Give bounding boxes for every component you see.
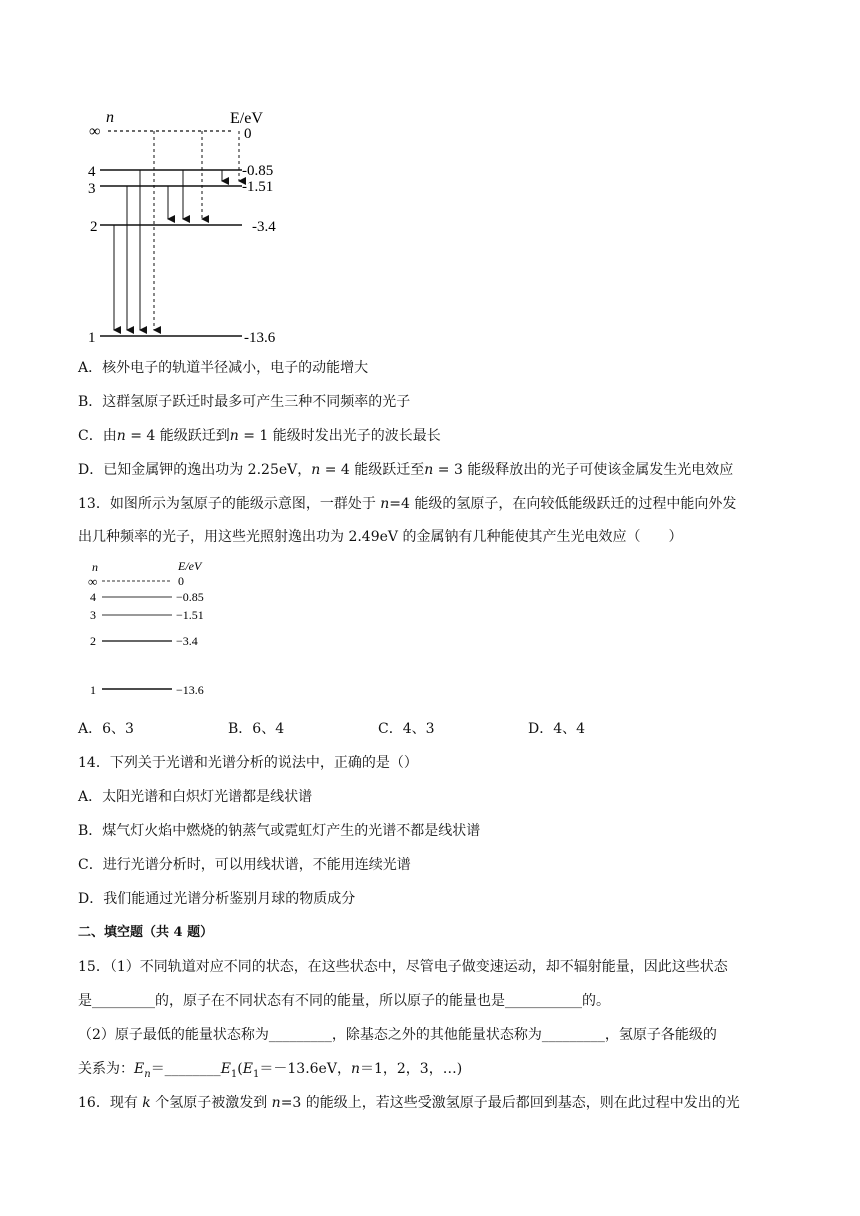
text: = 1 能级时发出光子的波长最长 [238,428,441,444]
option-d [78,460,733,480]
q15-line2: 是_________的，原子在不同状态有不同的能量，所以原子的能量也是___________的。 [78,993,610,1009]
subscript: n [144,1068,151,1080]
option-a: A．核外电子的轨道半径减小，电子的动能增大 [78,360,369,376]
text: =3 的能级上，若这些受激氢原子最后都回到基态，则在此过程中发出的光 [280,1095,740,1111]
q13-option-a: A．6、3 [78,721,134,737]
text: 13．如图所示为氢原子的能级示意图，一群处于 [78,496,381,512]
text: ＝________ [150,1061,221,1077]
q14-option-b: B．煤气灯火焰中燃烧的钠蒸气或霓虹灯产生的光谱不都是线状谱 [78,823,481,839]
q14-stem: 14．下列关于光谱和光谱分析的说法中，正确的是（） [78,755,418,771]
q15-line1: 15．（1）不同轨道对应不同的状态，在这些状态中，尽管电子做变速运动，却不辐射能量，因此这些状态 [78,959,728,975]
q13-stem-line2: 出几种频率的光子，用这些光照射逸出功为 2.49eV 的金属钠有几种能使其产生光电效应（ ） [78,529,683,545]
level-n-label: 1 [88,330,96,346]
math-var: n [271,1095,281,1111]
level-n-label: 4 [88,164,96,180]
level-energy-label: -0.85 [242,163,274,179]
n-axis-label: n [92,560,98,574]
energy-axis-label: E/eV [230,110,263,127]
text: 16．现有 [78,1095,143,1111]
level-n-label: 3 [90,608,96,622]
level-energy-label: 0 [244,126,252,142]
math-var: n [116,428,126,444]
level-n-label: ∞ [89,123,101,140]
level-n-label: 1 [90,683,96,697]
math-var: E [242,1061,253,1077]
level-n-label: 2 [90,634,96,648]
text: ( [237,1061,243,1077]
level-n-label: ∞ [88,574,98,589]
math-var: n [380,496,390,512]
level-energy-label: −3.4 [176,634,198,648]
text: D．已知金属钾的逸出功为 2.25eV， [78,462,312,478]
math-var: n [350,1061,360,1077]
level-energy-label: −13.6 [176,683,204,697]
q14-option-c: C．进行光谱分析时，可以用线状谱，不能用连续光谱 [78,857,411,873]
math-var: n [424,462,434,478]
level-energy-label: 0 [178,574,184,588]
level-energy-label: -13.6 [244,330,276,346]
math-var: E [134,1061,145,1077]
level-energy-label: -3.4 [252,219,276,235]
q16-line1 [78,1093,740,1113]
level-n-label: 4 [90,590,96,604]
level-energy-label: −0.85 [176,590,204,604]
text: = 3 能级释放出的光子可使该金属发生光电效应 [433,462,734,478]
energy-level-diagram-q13 [86,558,236,703]
text: C．由 [78,428,117,444]
q14-option-d: D．我们能通过光谱分析鉴别月球的物质成分 [78,891,356,907]
math-var: E [220,1061,231,1077]
q13-option-b: B．6、4 [228,721,285,737]
q13-option-c: C．4、3 [378,721,435,737]
level-n-label: 3 [88,181,96,197]
text: 个氢原子被激发到 [150,1095,272,1111]
math-var: k [142,1095,151,1111]
q13-option-d: D．4、4 [528,721,586,737]
text: =4 能级的氢原子，在向较低能级跃迁的过程中能向外发 [389,496,737,512]
energy-axis-label: E/eV [178,559,202,573]
section-heading: 二、填空题（共 4 题） [78,925,214,940]
subscript: 1 [253,1068,260,1080]
level-n-label: 2 [90,219,98,235]
level-energy-label: −1.51 [176,608,204,622]
option-b: B．这群氢原子跃迁时最多可产生三种不同频率的光子 [78,394,411,410]
q15-line4 [78,1059,462,1085]
subscript: 1 [230,1068,238,1080]
q15-line3: （2）原子最低的能量状态称为_________，除基态之外的其他能量状态称为_________，氢原子各能级的 [78,1027,717,1043]
n-axis-label: n [106,109,114,126]
text: ＝－13.6eV， [259,1061,351,1077]
text: = 4 能级跃迁到 [125,428,230,444]
level-energy-label: -1.51 [242,179,274,195]
text: = 4 能级跃迁至 [320,462,425,478]
energy-level-diagram-transitions [84,108,304,348]
text: 关系为： [78,1061,134,1077]
option-c [78,426,441,446]
math-var: n [311,462,321,478]
q14-option-a: A．太阳光谱和白炽灯光谱都是线状谱 [78,789,313,805]
text: ＝1，2，3，…) [359,1061,463,1077]
math-var: n [229,428,239,444]
q13-stem-line1 [78,494,736,514]
